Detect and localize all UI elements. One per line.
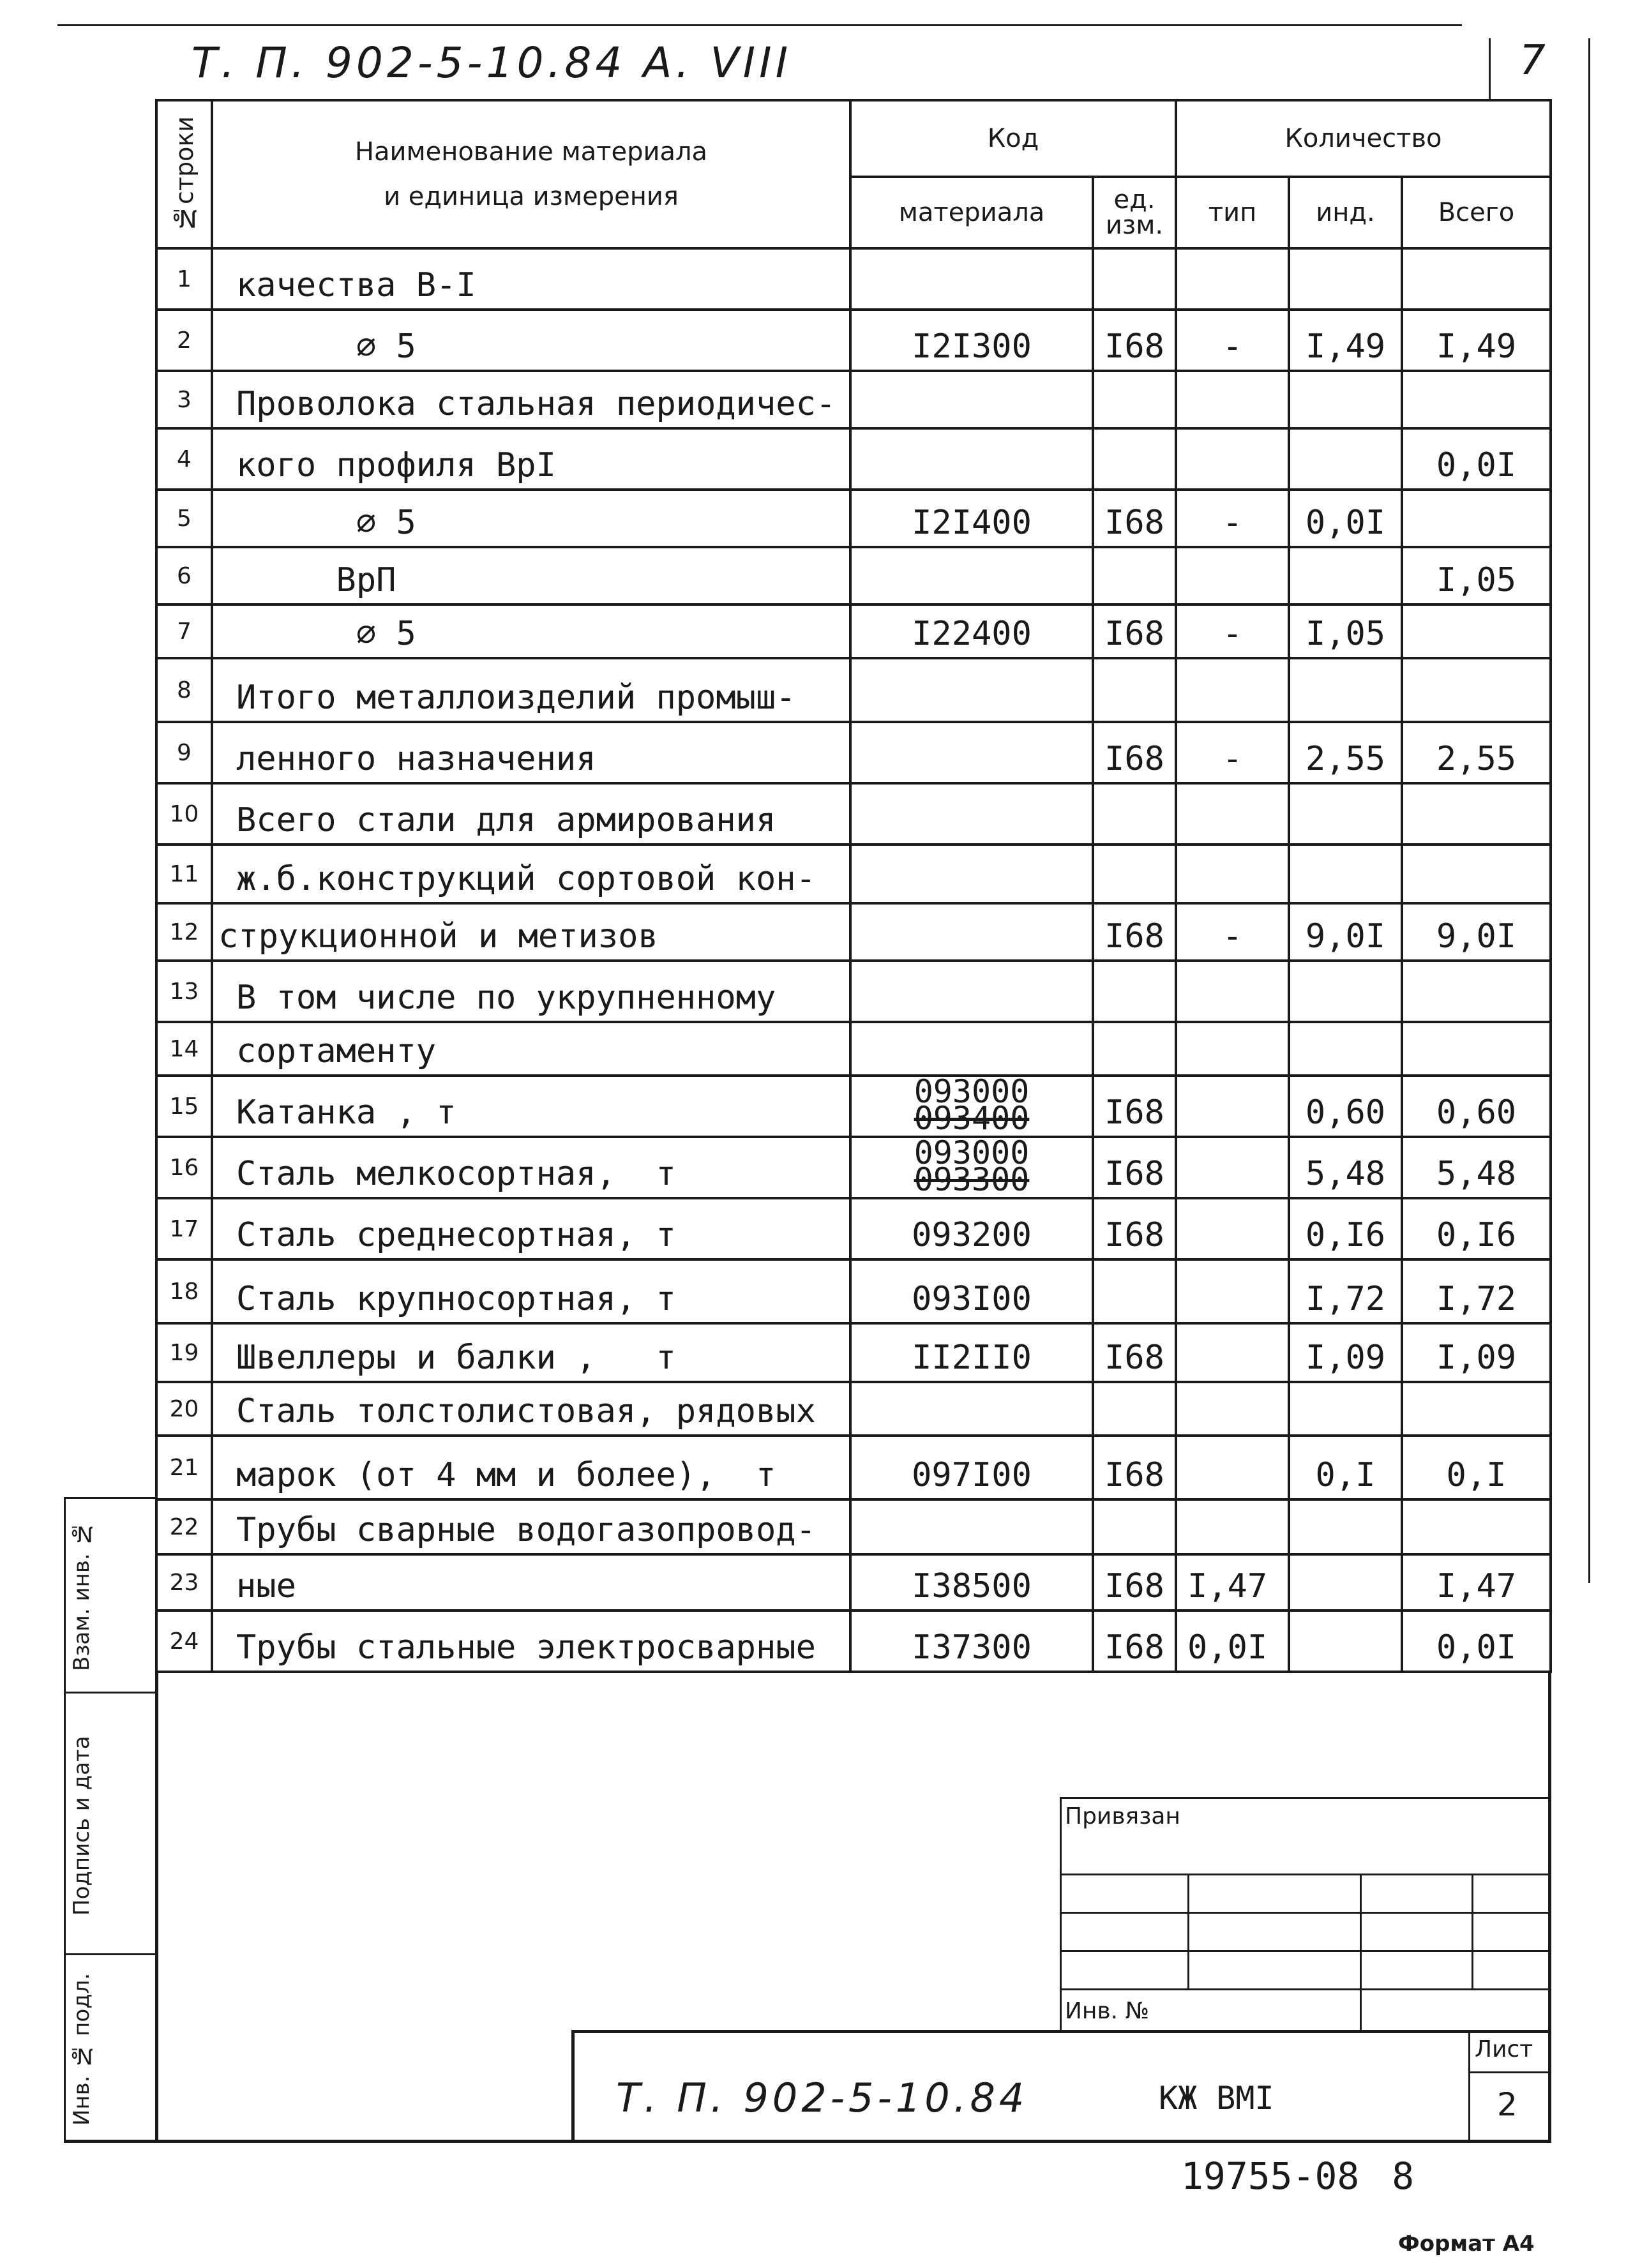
material-code: II2II0	[850, 1323, 1093, 1382]
unit-code	[1093, 1382, 1176, 1436]
col-header-quantity: Количество	[1176, 100, 1551, 177]
side-strip-divider	[64, 1497, 156, 1499]
doc-reference-header: Т. П. 902-5-10.84 А. VIII	[192, 38, 792, 87]
side-strip-left-line	[64, 1497, 66, 2142]
material-code	[850, 658, 1093, 722]
material-name: ∅ 5	[212, 490, 850, 547]
qty-ind: I,49	[1289, 310, 1402, 371]
qty-ind: 0,I6	[1289, 1198, 1402, 1259]
row-number: 16	[156, 1137, 212, 1198]
qty-ind	[1289, 1382, 1402, 1436]
qty-type	[1176, 371, 1289, 428]
col-header-material-code: материала	[850, 177, 1093, 248]
sheet-number: 2	[1497, 2086, 1517, 2123]
material-name: Проволока стальная периодичес-	[212, 371, 850, 428]
material-name: Сталь среднесортная, т	[212, 1198, 850, 1259]
unit-code: I68	[1093, 310, 1176, 371]
material-code	[850, 371, 1093, 428]
col-header-type: тип	[1176, 177, 1289, 248]
qty-total: I,09	[1402, 1323, 1551, 1382]
qty-ind	[1289, 961, 1402, 1022]
qty-total	[1402, 783, 1551, 845]
right-border-line	[1588, 38, 1590, 1583]
material-code	[850, 1499, 1093, 1554]
material-code: I2I400	[850, 490, 1093, 547]
qty-total	[1402, 961, 1551, 1022]
qty-total: 0,60	[1402, 1076, 1551, 1137]
qty-ind: I,09	[1289, 1323, 1402, 1382]
row-number: 18	[156, 1259, 212, 1323]
qty-type: -	[1176, 310, 1289, 371]
qty-total	[1402, 845, 1551, 903]
qty-type	[1176, 845, 1289, 903]
qty-ind	[1289, 371, 1402, 428]
material-name: ленного назначения	[212, 722, 850, 783]
col-header-material-name: Наименование материала и единица измерения	[212, 100, 850, 248]
material-specification-table	[155, 99, 1552, 1673]
row-number: 21	[156, 1436, 212, 1499]
qty-type: -	[1176, 490, 1289, 547]
material-code	[850, 428, 1093, 490]
qty-ind: 0,I	[1289, 1436, 1402, 1499]
row-number: 10	[156, 783, 212, 845]
unit-code	[1093, 845, 1176, 903]
qty-ind	[1289, 1499, 1402, 1554]
unit-code: I68	[1093, 903, 1176, 961]
material-code-struck: 093400	[914, 1100, 1030, 1137]
table-row	[156, 248, 1551, 310]
qty-type	[1176, 547, 1289, 605]
qty-type	[1176, 783, 1289, 845]
material-code-struck: 093300	[914, 1161, 1030, 1198]
material-code	[850, 961, 1093, 1022]
qty-type: 0,0I	[1176, 1611, 1289, 1672]
qty-ind	[1289, 658, 1402, 722]
unit-code	[1093, 371, 1176, 428]
row-number: 1	[156, 248, 212, 310]
table-row	[156, 605, 1551, 658]
frame-left-border	[155, 1672, 158, 2142]
qty-total: I,47	[1402, 1554, 1551, 1611]
col-header-total: Всего	[1402, 177, 1551, 248]
qty-total	[1402, 371, 1551, 428]
unit-code: I68	[1093, 722, 1176, 783]
qty-type	[1176, 1076, 1289, 1137]
sheet-label: Лист	[1475, 2036, 1533, 2062]
unit-code	[1093, 961, 1176, 1022]
qty-type: I,47	[1176, 1554, 1289, 1611]
table-row	[156, 1076, 1551, 1137]
table-row	[156, 1198, 1551, 1259]
qty-ind	[1289, 845, 1402, 903]
unit-code	[1093, 1259, 1176, 1323]
material-name: Сталь крупносортная, т	[212, 1259, 850, 1323]
material-code	[850, 1137, 1093, 1198]
qty-ind	[1289, 428, 1402, 490]
qty-type	[1176, 428, 1289, 490]
material-name: качества В-I	[212, 248, 850, 310]
title-block-doc-code: КЖ ВМI	[1159, 2080, 1274, 2117]
archive-number	[1181, 2154, 1414, 2198]
qty-total: 0,I	[1402, 1436, 1551, 1499]
qty-type	[1176, 1137, 1289, 1198]
material-name: ные	[212, 1554, 850, 1611]
row-number: 24	[156, 1611, 212, 1672]
table-row	[156, 845, 1551, 903]
qty-type	[1176, 1259, 1289, 1323]
unit-code: I68	[1093, 1554, 1176, 1611]
row-number: 4	[156, 428, 212, 490]
col-header-unit: ед. изм.	[1093, 177, 1176, 248]
qty-total	[1402, 1022, 1551, 1076]
side-strip-divider	[64, 1953, 156, 1955]
qty-total: 0,0I	[1402, 1611, 1551, 1672]
side-strip-divider	[64, 1692, 156, 1693]
row-number: 9	[156, 722, 212, 783]
qty-type	[1176, 1382, 1289, 1436]
qty-ind: 2,55	[1289, 722, 1402, 783]
row-number: 3	[156, 371, 212, 428]
material-code	[850, 1022, 1093, 1076]
table-row	[156, 722, 1551, 783]
unit-code	[1093, 783, 1176, 845]
table-row	[156, 1022, 1551, 1076]
material-name: Итого металлоизделий промыш-	[212, 658, 850, 722]
unit-code	[1093, 428, 1176, 490]
material-name: Сталь толстолистовая, рядовых	[212, 1382, 850, 1436]
inventory-number-label: Инв. №	[1065, 1998, 1150, 2024]
row-number: 15	[156, 1076, 212, 1137]
qty-ind: I,05	[1289, 605, 1402, 658]
qty-type	[1176, 1436, 1289, 1499]
row-number: 12	[156, 903, 212, 961]
unit-code: I68	[1093, 1611, 1176, 1672]
row-number: 23	[156, 1554, 212, 1611]
unit-code	[1093, 248, 1176, 310]
qty-total: 2,55	[1402, 722, 1551, 783]
qty-total	[1402, 605, 1551, 658]
qty-ind	[1289, 1022, 1402, 1076]
material-code: I2I300	[850, 310, 1093, 371]
row-number: 11	[156, 845, 212, 903]
unit-code: I68	[1093, 1198, 1176, 1259]
archive-number-value: 19755-08	[1181, 2154, 1360, 2198]
material-code: 093I00	[850, 1259, 1093, 1323]
qty-type	[1176, 248, 1289, 310]
page-number-divider	[1489, 38, 1491, 99]
qty-type	[1176, 1323, 1289, 1382]
qty-ind: 5,48	[1289, 1137, 1402, 1198]
qty-ind: 9,0I	[1289, 903, 1402, 961]
table-row	[156, 1382, 1551, 1436]
qty-ind	[1289, 1611, 1402, 1672]
material-name: Катанка , т	[212, 1076, 850, 1137]
material-code	[850, 248, 1093, 310]
material-name: Трубы стальные электросварные	[212, 1611, 850, 1672]
qty-ind	[1289, 248, 1402, 310]
row-number: 8	[156, 658, 212, 722]
material-code	[850, 903, 1093, 961]
material-code: I22400	[850, 605, 1093, 658]
qty-type	[1176, 1198, 1289, 1259]
material-name: Всего стали для армирования	[212, 783, 850, 845]
material-name: Сталь мелкосортная, т	[212, 1137, 850, 1198]
material-code: 097I00	[850, 1436, 1093, 1499]
material-name: В том числе по укрупненному	[212, 961, 850, 1022]
col-header-row-number: №строки	[156, 100, 212, 248]
frame-right-border	[1548, 1672, 1551, 2142]
material-name: Швеллеры и балки , т	[212, 1323, 850, 1382]
qty-total: 0,I6	[1402, 1198, 1551, 1259]
material-code: I38500	[850, 1554, 1093, 1611]
material-code-value: 093000	[914, 1137, 1030, 1171]
material-code	[850, 783, 1093, 845]
qty-total: I,72	[1402, 1259, 1551, 1323]
binding-label: Привязан	[1065, 1803, 1180, 1829]
qty-total	[1402, 248, 1551, 310]
unit-code: I68	[1093, 1137, 1176, 1198]
material-name: ∅ 5	[212, 310, 850, 371]
col-header-code: Код	[850, 100, 1176, 177]
table-row	[156, 1137, 1551, 1198]
row-number: 19	[156, 1323, 212, 1382]
qty-total	[1402, 490, 1551, 547]
row-number: 6	[156, 547, 212, 605]
material-name: ж.б.конструкций сортовой кон-	[212, 845, 850, 903]
material-name: сортаменту	[212, 1022, 850, 1076]
unit-code	[1093, 1022, 1176, 1076]
material-name: ВрП	[212, 547, 850, 605]
binding-block	[1060, 1797, 1548, 2030]
qty-type	[1176, 961, 1289, 1022]
unit-code: I68	[1093, 605, 1176, 658]
qty-type: -	[1176, 903, 1289, 961]
table-row	[156, 1611, 1551, 1672]
material-code	[850, 547, 1093, 605]
table-row	[156, 1554, 1551, 1611]
unit-code: I68	[1093, 1323, 1176, 1382]
material-name: Трубы сварные водогазопровод-	[212, 1499, 850, 1554]
qty-type	[1176, 1022, 1289, 1076]
side-label-replacement-inventory: Взам. инв. №	[69, 1521, 94, 1671]
table-row	[156, 783, 1551, 845]
qty-type: -	[1176, 722, 1289, 783]
qty-total: 9,0I	[1402, 903, 1551, 961]
material-code: 093200	[850, 1198, 1093, 1259]
header-underline	[57, 24, 1462, 26]
table-row	[156, 1499, 1551, 1554]
qty-total: I,05	[1402, 547, 1551, 605]
qty-type: -	[1176, 605, 1289, 658]
page-number: 7	[1519, 37, 1546, 84]
qty-ind	[1289, 547, 1402, 605]
table-row	[156, 490, 1551, 547]
table-row	[156, 961, 1551, 1022]
table-row	[156, 371, 1551, 428]
table-row	[156, 310, 1551, 371]
table-row	[156, 547, 1551, 605]
qty-total	[1402, 658, 1551, 722]
unit-code	[1093, 658, 1176, 722]
qty-total	[1402, 1499, 1551, 1554]
side-label-signature-date: Подпись и дата	[69, 1736, 94, 1916]
qty-ind: 0,60	[1289, 1076, 1402, 1137]
row-number: 2	[156, 310, 212, 371]
unit-code	[1093, 547, 1176, 605]
row-number: 13	[156, 961, 212, 1022]
row-number: 5	[156, 490, 212, 547]
title-block-doc-reference: Т. П. 902-5-10.84	[616, 2075, 1028, 2121]
material-name: струкционной и метизов	[212, 903, 850, 961]
unit-code: I68	[1093, 490, 1176, 547]
format-label: Формат А4	[1398, 2231, 1535, 2257]
material-code: I37300	[850, 1611, 1093, 1672]
table-row	[156, 1436, 1551, 1499]
material-name: кого профиля ВрI	[212, 428, 850, 490]
row-number: 14	[156, 1022, 212, 1076]
material-name: ∅ 5	[212, 605, 850, 658]
material-name: марок (от 4 мм и более), т	[212, 1436, 850, 1499]
qty-total	[1402, 1382, 1551, 1436]
qty-total: 0,0I	[1402, 428, 1551, 490]
unit-code: I68	[1093, 1076, 1176, 1137]
qty-ind	[1289, 1554, 1402, 1611]
qty-total: 5,48	[1402, 1137, 1551, 1198]
table-row	[156, 1323, 1551, 1382]
qty-ind	[1289, 783, 1402, 845]
row-number: 17	[156, 1198, 212, 1259]
qty-total: I,49	[1402, 310, 1551, 371]
material-code	[850, 1076, 1093, 1137]
title-block	[571, 2030, 1548, 2142]
row-number: 20	[156, 1382, 212, 1436]
side-label-original-inventory: Инв. № подл.	[69, 1972, 94, 2126]
material-code	[850, 722, 1093, 783]
qty-ind: I,72	[1289, 1259, 1402, 1323]
col-header-ind: инд.	[1289, 177, 1402, 248]
table-row	[156, 658, 1551, 722]
material-code	[850, 845, 1093, 903]
row-number: 7	[156, 605, 212, 658]
table-row	[156, 428, 1551, 490]
qty-type	[1176, 658, 1289, 722]
row-number: 22	[156, 1499, 212, 1554]
unit-code: I68	[1093, 1436, 1176, 1499]
archive-number-suffix: 8	[1392, 2154, 1415, 2198]
table-row	[156, 903, 1551, 961]
qty-ind: 0,0I	[1289, 490, 1402, 547]
material-code-value: 093000	[914, 1076, 1030, 1110]
table-row	[156, 1259, 1551, 1323]
material-code	[850, 1382, 1093, 1436]
qty-type	[1176, 1499, 1289, 1554]
unit-code	[1093, 1499, 1176, 1554]
